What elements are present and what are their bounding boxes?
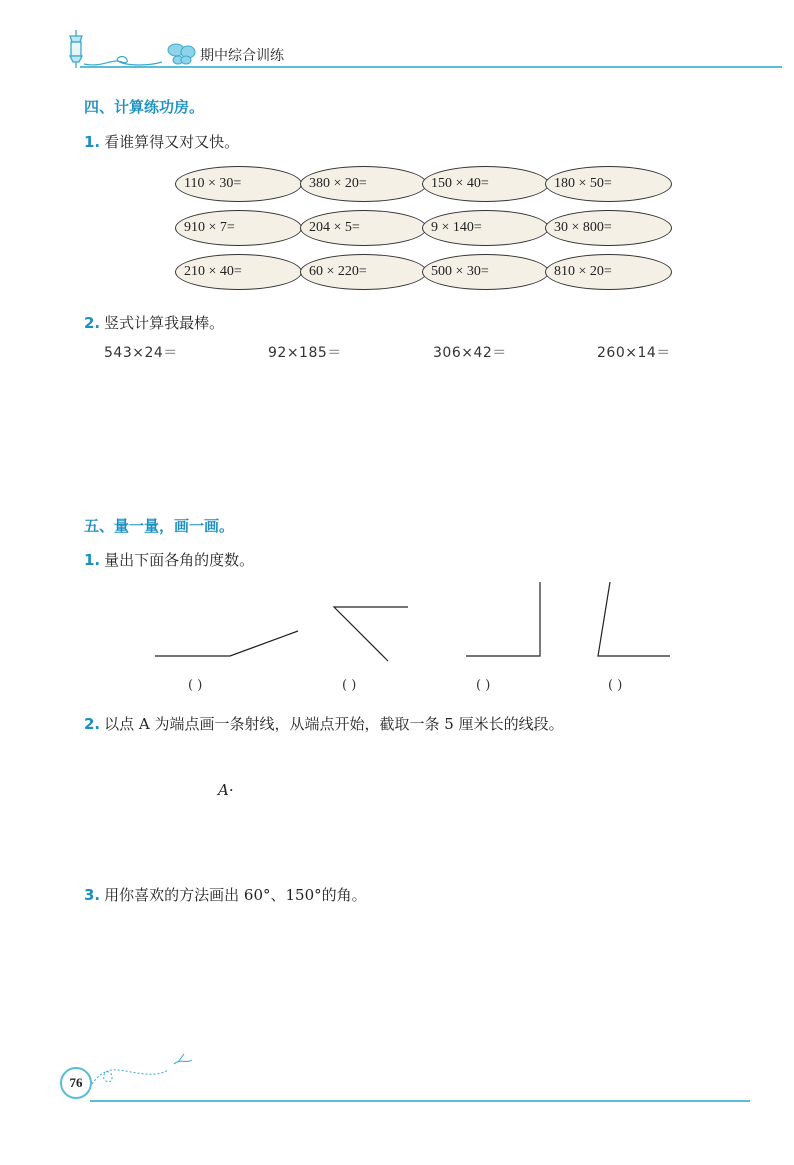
question-5-2: [84, 713, 564, 734]
calc-oval: 9 × 140=: [422, 210, 549, 246]
section-4-title: 四、计算练功房。: [84, 98, 205, 116]
answer-paren: ( ): [608, 678, 623, 693]
question-text: 看谁算得又对又快。: [104, 133, 240, 151]
question-number: 2.: [84, 715, 101, 733]
angle-4: [598, 582, 670, 656]
bird-icon: [174, 1054, 192, 1064]
question-4-1: [84, 131, 239, 152]
question-text: 以点 A 为端点画一条射线，从端点开始，截取一条 5 厘米长的线段。: [104, 715, 564, 733]
question-text: 用你喜欢的方法画出 60°、150°的角。: [104, 886, 367, 904]
calc-oval: 204 × 5=: [300, 210, 427, 246]
point-a: [218, 781, 234, 799]
vertical-calc-expr: 306×42＝: [433, 345, 507, 361]
answer-paren: ( ): [342, 678, 357, 693]
question-number: 1.: [84, 133, 101, 151]
butterfly-icon: [168, 44, 195, 64]
question-number: 3.: [84, 886, 101, 904]
calc-oval: 180 × 50=: [545, 166, 672, 202]
section-5-title: 五、量一量，画一画。: [84, 517, 235, 535]
point-label: A: [218, 781, 229, 799]
calc-oval: 150 × 40=: [422, 166, 549, 202]
question-text: 竖式计算我最棒。: [104, 314, 225, 332]
calc-oval: 810 × 20=: [545, 254, 672, 290]
angles-figure: [0, 570, 794, 670]
vertical-calc-expr: 543×24＝: [104, 345, 178, 361]
lantern-icon: [70, 30, 82, 68]
header-rule: [80, 66, 782, 68]
question-text: 量出下面各角的度数。: [104, 551, 255, 569]
vertical-calc-expr: 260×14＝: [597, 345, 671, 361]
calc-oval: 30 × 800=: [545, 210, 672, 246]
calc-oval: 910 × 7=: [175, 210, 302, 246]
angle-2: [334, 607, 408, 661]
swirl-line: [84, 56, 162, 64]
header-title: 期中综合训练: [200, 48, 284, 64]
vertical-calc-expr: 92×185＝: [268, 345, 342, 361]
answer-paren: ( ): [476, 678, 491, 693]
calc-oval: 60 × 220=: [300, 254, 427, 290]
question-5-3: [84, 884, 367, 905]
calc-oval: 110 × 30=: [175, 166, 302, 202]
footer-decoration: [88, 1050, 208, 1090]
calc-oval: 210 × 40=: [175, 254, 302, 290]
swirl-line: [92, 1070, 168, 1084]
calc-oval: 500 × 30=: [422, 254, 549, 290]
angle-3: [466, 582, 540, 656]
question-5-1: [84, 549, 254, 570]
question-number: 1.: [84, 551, 101, 569]
footer-rule: [90, 1100, 750, 1102]
angle-1: [155, 631, 298, 656]
question-4-2: [84, 312, 224, 333]
page-number: 76: [60, 1067, 92, 1099]
point-dot: ·: [228, 781, 234, 799]
calc-oval: 380 × 20=: [300, 166, 427, 202]
answer-paren: ( ): [188, 678, 203, 693]
question-number: 2.: [84, 314, 101, 332]
